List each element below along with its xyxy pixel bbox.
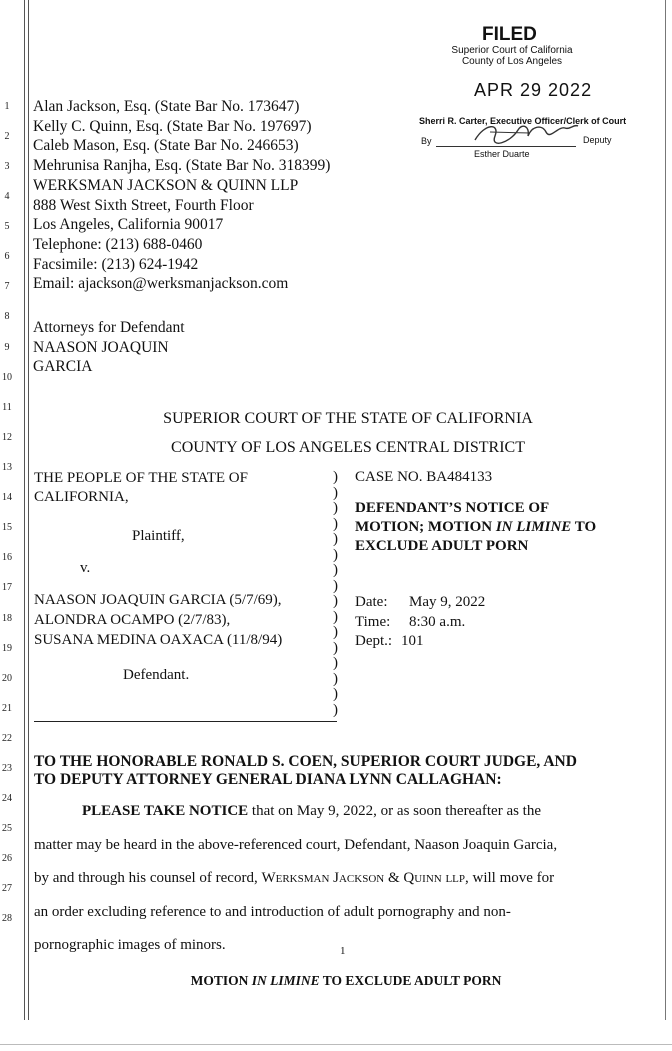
caption-defendant-line: NAASON JOAQUIN GARCIA (5/7/69),: [34, 592, 282, 608]
dept-label: Dept.:: [355, 633, 393, 649]
salutation-line: TO DEPUTY ATTORNEY GENERAL DIANA LYNN CALLAGHAN:: [34, 771, 502, 788]
document-title-line-2: [355, 518, 596, 537]
attorney-line: Alan Jackson, Esq. (State Bar No. 173647): [33, 98, 300, 115]
caption-defendants: [34, 590, 282, 650]
footer-title-part: TO EXCLUDE ADULT PORN: [319, 973, 502, 988]
line-number: 9: [4, 342, 10, 353]
line-number: 26: [2, 853, 12, 864]
caption-underline: [34, 721, 337, 722]
attorneys-for-line: GARCIA: [33, 358, 93, 376]
hearing-info: [355, 593, 485, 652]
footer-title-part: MOTION: [190, 973, 252, 988]
time-value: 8:30 a.m.: [409, 613, 466, 630]
line-number: 24: [2, 793, 12, 804]
line-number: 2: [4, 131, 10, 142]
dept-value: 101: [401, 633, 424, 649]
salutation: [34, 753, 577, 789]
line-number: 25: [2, 823, 12, 834]
attorney-line: Mehrunisa Ranjha, Esq. (State Bar No. 318399): [33, 157, 331, 175]
caption-people-line: CALIFORNIA,: [34, 488, 129, 505]
caption-plaintiff: Plaintiff,: [132, 528, 185, 544]
line-number: 27: [2, 883, 12, 894]
line-number: 19: [2, 643, 12, 654]
attorney-line: Los Angeles, California 90017: [33, 216, 224, 234]
document-title: [355, 499, 596, 556]
case-number: CASE NO. BA484133: [355, 469, 493, 485]
notice-lead: PLEASE TAKE NOTICE: [82, 803, 249, 819]
notice-line: that on May 9, 2022, or as soon thereafter as the: [248, 803, 542, 819]
caption-people-line: THE PEOPLE OF THE STATE OF: [34, 470, 248, 486]
line-number: 8: [4, 311, 10, 322]
stamp-officer: Sherri R. Carter, Executive Officer/Clerk of Court: [419, 116, 627, 126]
notice-line: , will move for: [465, 870, 555, 886]
caption-defendant-label: Defendant.: [123, 667, 190, 683]
attorney-block: [33, 97, 330, 294]
caption-versus: v.: [80, 560, 91, 576]
stamp-filed: FILED: [482, 24, 537, 45]
line-number: 28: [2, 913, 12, 924]
document-title-line-1: DEFENDANT’S NOTICE OF: [355, 500, 550, 516]
notice-body: [34, 795, 557, 963]
line-number: 4: [4, 191, 10, 202]
attorneys-for-line: NAASON JOAQUIN: [33, 338, 169, 356]
line-number: 10: [2, 372, 12, 383]
attorney-line: Caleb Mason, Esq. (State Bar No. 246653): [33, 137, 299, 155]
attorney-line: WERKSMAN JACKSON & QUINN LLP: [33, 176, 299, 194]
notice-line: pornographic images of minors.: [34, 937, 226, 953]
document-title-line-3: EXCLUDE ADULT PORN: [355, 538, 529, 554]
line-number: 15: [2, 522, 12, 533]
line-number: 20: [2, 673, 12, 684]
attorney-line: Facsimile: (213) 624-1942: [33, 255, 199, 273]
left-margin-rule-inner: [28, 0, 29, 1020]
notice-firm: Werksman Jackson & Quinn llp: [261, 870, 466, 886]
footer-title: [28, 973, 664, 989]
left-margin-rule-outer: [24, 0, 25, 1020]
caption-parens: ) ) ) ) ) ) ) ) ) ) ) ) ) ) ) ): [333, 469, 338, 718]
caption-people: [34, 469, 248, 506]
date-label: Date:: [355, 594, 388, 610]
line-number: 14: [2, 492, 12, 503]
line-number: 3: [4, 161, 10, 172]
clerk-signature-icon: [470, 118, 580, 148]
line-number: 1: [4, 101, 10, 112]
attorney-line: Kelly C. Quinn, Esq. (State Bar No. 197697): [33, 117, 312, 135]
title-part: TO: [571, 519, 597, 535]
stamp-county: County of Los Angeles: [461, 56, 563, 67]
line-number: 7: [4, 281, 10, 292]
line-number: 22: [2, 733, 12, 744]
line-number: 18: [2, 613, 12, 624]
line-number: 6: [4, 251, 10, 262]
line-number: 17: [2, 582, 12, 593]
stamp-deputy-name: Esther Duarte: [474, 149, 530, 159]
title-part-italic: IN LIMINE: [495, 519, 572, 535]
notice-line: matter may be heard in the above-referenced court, Defendant, Naason Joaquin Garcia,: [34, 836, 558, 853]
line-number: 13: [2, 462, 12, 473]
date-value: May 9, 2022: [409, 594, 486, 610]
notice-line: by and through his counsel of record,: [34, 870, 262, 886]
attorneys-for-block: [33, 318, 185, 377]
court-title-line-2: COUNTY OF LOS ANGELES CENTRAL DISTRICT: [171, 439, 525, 456]
stamp-by: By: [421, 136, 432, 146]
court-title-line-1: SUPERIOR COURT OF THE STATE OF CALIFORNIA: [163, 410, 533, 427]
line-number: 21: [2, 703, 12, 714]
line-number: 16: [2, 552, 12, 563]
stamp-deputy: Deputy: [583, 135, 612, 145]
line-number: 12: [2, 432, 12, 443]
caption-defendant-line: SUSANA MEDINA OAXACA (11/8/94): [34, 632, 283, 648]
page-bottom-edge: [0, 1044, 672, 1045]
attorney-line: Telephone: (213) 688-0460: [33, 235, 203, 253]
stamp-court: Superior Court of California: [451, 45, 573, 56]
attorney-line: Email: ajackson@werksmanjackson.com: [33, 275, 289, 293]
stamp-date: APR 29 2022: [474, 80, 593, 100]
line-number: 5: [4, 221, 10, 232]
notice-line: an order excluding reference to and introduction of adult pornography and non-: [34, 903, 511, 920]
title-part: MOTION; MOTION: [355, 519, 496, 535]
attorney-line: 888 West Sixth Street, Fourth Floor: [33, 196, 254, 214]
right-margin-rule: [665, 0, 666, 1020]
time-label: Time:: [355, 613, 391, 630]
line-number: 11: [2, 402, 12, 413]
salutation-line: TO THE HONORABLE RONALD S. COEN, SUPERIOR COURT JUDGE, AND: [34, 753, 577, 770]
footer-title-italic: IN LIMINE: [251, 973, 320, 988]
line-number: 23: [2, 763, 12, 774]
court-title: [28, 404, 668, 462]
page-number: 1: [340, 945, 346, 957]
caption-defendant-line: ALONDRA OCAMPO (2/7/83),: [34, 612, 231, 628]
attorneys-for-line: Attorneys for Defendant: [33, 319, 185, 336]
